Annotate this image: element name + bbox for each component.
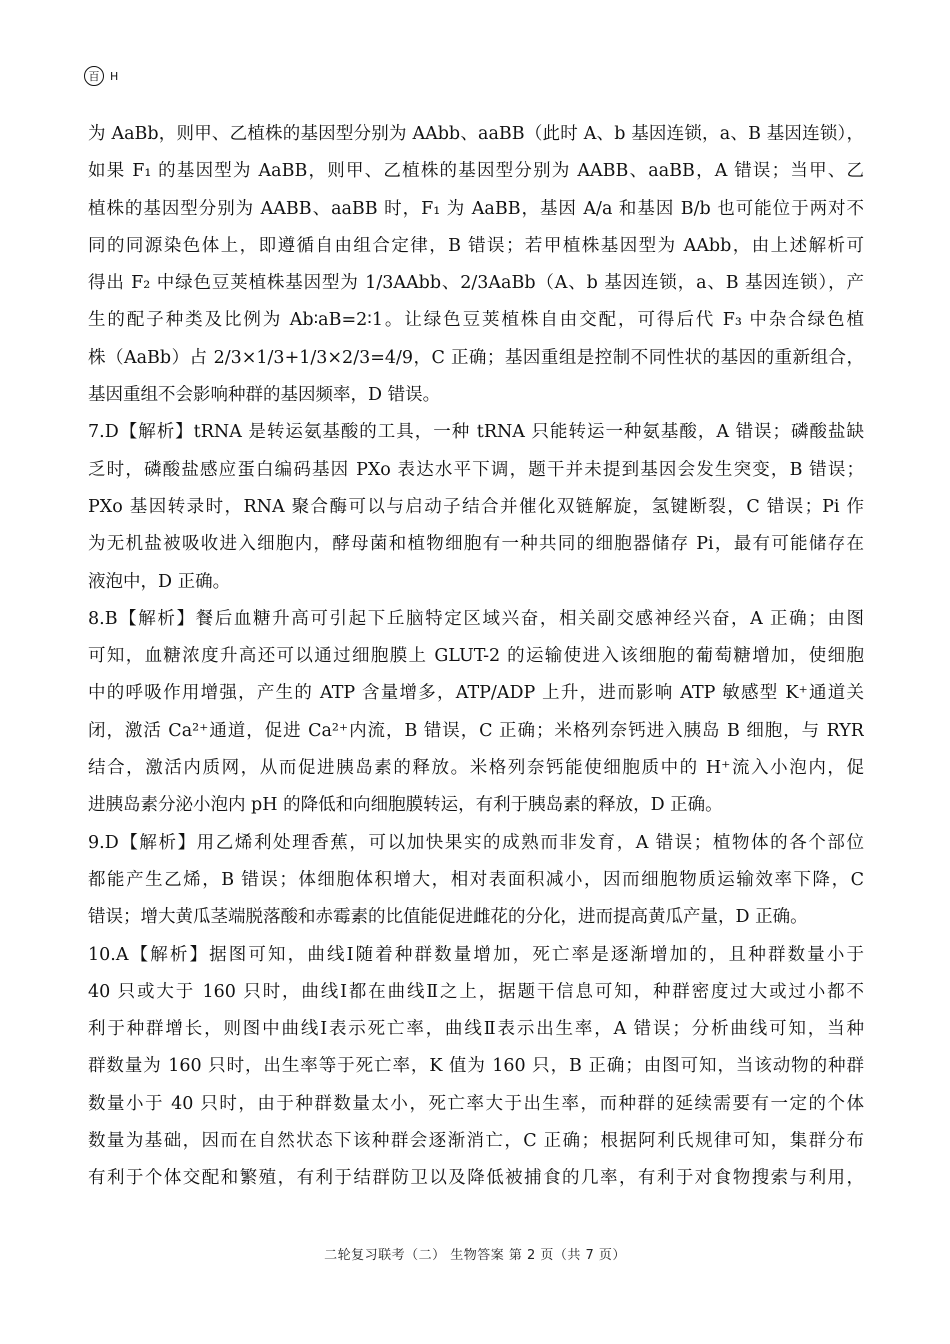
text-line: 液泡中，D 正确。 [88,571,231,592]
text-line: 群数量为 160 只时，出生率等于死亡率，K 值为 160 只，B 正确；由图可知，当该动物的种群 [88,1056,864,1077]
answer-body [88,116,864,1198]
logo-letter: H [110,69,119,83]
text-line: 数量为基础，因而在自然状态下该种群会逐渐消亡，C 正确；根据阿利氏规律可知，集群分布 [88,1131,864,1152]
text-line: 40 只或大于 160 只时，曲线Ⅰ都在曲线Ⅱ之上，据题干信息可知，种群密度过大或过小都不 [88,981,864,1002]
text-line: 闭，激活 Ca²⁺通道，促进 Ca²⁺内流，B 错误，C 正确；米格列奈钙进入胰岛 B 细胞，与 RYR [88,720,864,741]
text-line: 9.D【解析】用乙烯利处理香蕉，可以加快果实的成熟而非发育，A 错误；植物体的各个部位 [88,832,864,853]
page-footer: 二轮复习联考（二） 生物答案 第 2 页（共 7 页） [324,1248,626,1263]
text-line: 数量小于 40 只时，由于种群数量太小，死亡率大于出生率，而种群的延续需要有一定的个体 [88,1093,864,1114]
text-line: 7.D【解析】tRNA 是转运氨基酸的工具，一种 tRNA 只能转运一种氨基酸，A 错误；磷酸盐缺 [88,422,864,443]
text-line: 10.A【解析】据图可知，曲线Ⅰ随着种群数量增加，死亡率是逐渐增加的，且种群数量小于 [88,944,864,965]
text-line: 为无机盐被吸收进入细胞内，酵母菌和植物细胞有一种共同的细胞器储存 Pi，最有可能储存在 [88,534,864,555]
text-line: 8.B【解析】餐后血糖升高可引起下丘脑特定区域兴奋，相关副交感神经兴奋，A 正确；由图 [88,608,864,629]
text-line: PXo 基因转录时，RNA 聚合酶可以与启动子结合并催化双链解旋，氢键断裂，C 错误；Pi 作 [88,496,864,517]
text-line: 植株的基因型分别为 AABB、aaBB 时，F₁ 为 AaBB，基因 A/a 和基因 B/b 也可能位于两对不 [88,198,864,219]
text-line: 生的配子种类及比例为 Ab∶aB=2∶1。让绿色豆荚植株自由交配，可得后代 F₃ 中杂合绿色植 [88,310,864,331]
text-line: 可知，血糖浓度升高还可以通过细胞膜上 GLUT-2 的运输使进入该细胞的葡萄糖增加，使细胞 [88,646,864,667]
text-line: 为 AaBb，则甲、乙植株的基因型分别为 AAbb、aaBB（此时 A、b 基因连锁，a、B 基因连锁）， [88,124,864,144]
text-line: 同的同源染色体上，即遵循自由组合定律，B 错误；若甲植株基因型为 AAbb，由上述解析可 [88,235,864,256]
text-line: 进胰岛素分泌小泡内 pH 的降低和向细胞膜转运，有利于胰岛素的释放，D 正确。 [88,795,723,816]
text-line: 利于种群增长，则图中曲线Ⅰ表示死亡率，曲线Ⅱ表示出生率，A 错误；分析曲线可知，当种 [88,1019,864,1040]
text-line: 得出 F₂ 中绿色豆荚植株基因型为 1/3AAbb、2/3AaBb（A、b 基因连锁，a、B 基因连锁），产 [88,273,864,294]
circle-logo-icon: 百 [84,66,104,86]
text-line: 株（AaBb）占 2/3×1/3+1/3×2/3=4/9，C 正确；基因重组是控制不同性状的基因的重新组合， [88,347,864,368]
brand-logo [84,66,118,86]
text-line: 都能产生乙烯，B 错误；体细胞体积增大，相对表面积减小，因而细胞物质运输效率下降，C [88,869,864,890]
text-line: 乏时，磷酸盐感应蛋白编码基因 PXo 表达水平下调，题干并未提到基因会发生突变，B 错误； [88,459,864,480]
text-line: 中的呼吸作用增强，产生的 ATP 含量增多，ATP/ADP 上升，进而影响 ATP 敏感型 K⁺通道关 [88,683,864,704]
text-line: 结合，激活内质网，从而促进胰岛素的释放。米格列奈钙能使细胞质中的 H⁺流入小泡内，促 [88,758,864,779]
text-line: 错误；增大黄瓜茎端脱落酸和赤霉素的比值能促进雌花的分化，进而提高黄瓜产量，D 正确。 [88,907,808,928]
text-line: 基因重组不会影响种群的基因频率，D 错误。 [88,385,441,406]
text-line: 如果 F₁ 的基因型为 AaBB，则甲、乙植株的基因型分别为 AABB、aaBB，A 错误；当甲、乙 [88,161,864,182]
text-line: 有利于个体交配和繁殖，有利于结群防卫以及降低被捕食的几率，有利于对食物搜索与利用， [88,1168,864,1189]
